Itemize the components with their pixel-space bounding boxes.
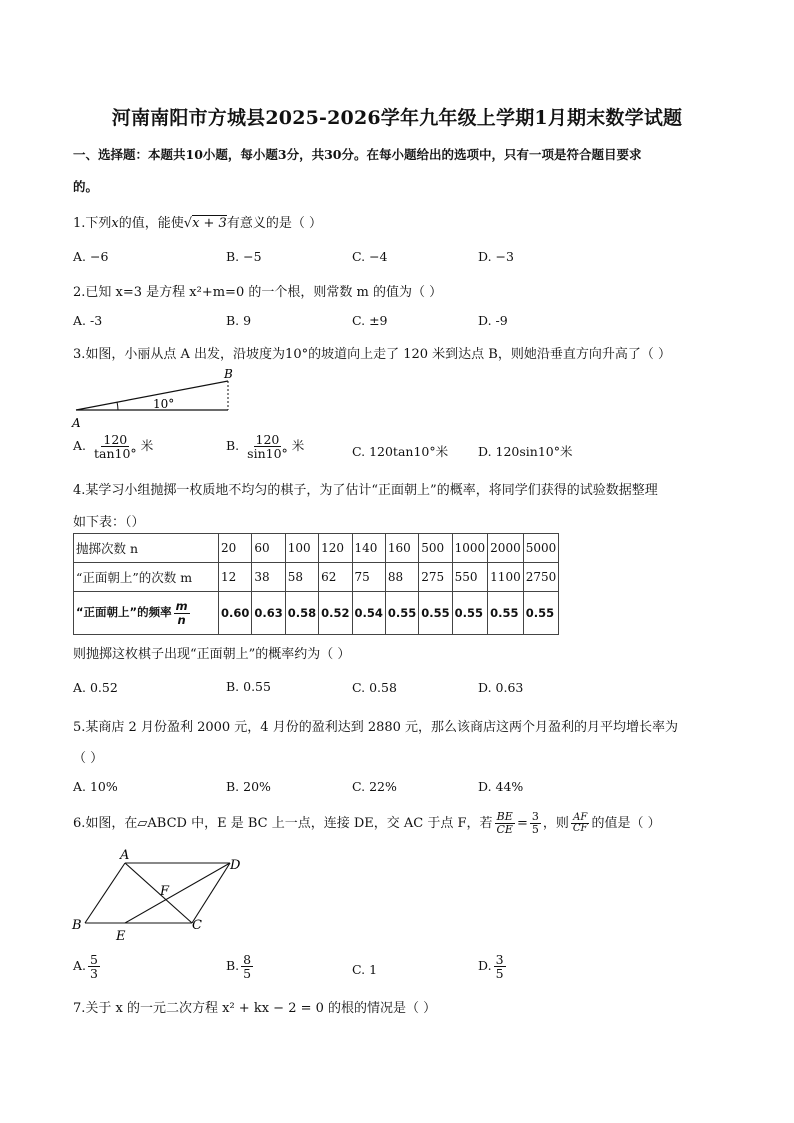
- table-cell: 12: [219, 563, 252, 592]
- table-cell: 0.60: [219, 592, 252, 635]
- table-cell: 0.55: [385, 592, 418, 635]
- question-7: 7.关于 x 的一元二次方程 x² + kx − 2 = 0 的根的情况是（ ）: [73, 1001, 437, 1016]
- table-row-freqs: [74, 592, 559, 635]
- table-cell: 0.63: [252, 592, 285, 635]
- table-cell: 38: [252, 563, 285, 592]
- page-title: 河南南阳市方城县2025-2026学年九年级上学期1月期末数学试题: [111, 107, 683, 129]
- q2-option-b[interactable]: B. 9: [226, 313, 252, 328]
- label-a: A: [72, 416, 81, 430]
- q4-option-b[interactable]: B. 0.55: [226, 679, 271, 694]
- vertex-c: C: [192, 918, 202, 933]
- table-cell: 2750: [523, 563, 559, 592]
- q5-option-a[interactable]: A. 10%: [73, 779, 118, 794]
- table-cell: 0.55: [488, 592, 524, 635]
- row-label: “正面朝上”的频率 $\frac{m}{n}$: [74, 592, 219, 635]
- table-cell: 1100: [488, 563, 524, 592]
- point-e: E: [116, 929, 126, 944]
- table-cell: 0.58: [285, 592, 318, 635]
- question-5: 5.某商店 2 月份盈利 2000 元，4 月份的盈利达到 2880 元，那么该商店这两个月盈利的月平均增长率为: [73, 720, 679, 735]
- q4-option-c[interactable]: C. 0.58: [352, 680, 397, 695]
- section-heading: 一、选择题：本题共10小题，每小题3分，共30分。在每小题给出的选项中，只有一项是符合题目要求: [73, 147, 642, 162]
- parallelogram-figure: [70, 847, 250, 942]
- table-cell: 58: [285, 563, 318, 592]
- table-row-counts: [74, 534, 559, 563]
- table-cell: 0.52: [319, 592, 352, 635]
- q6-option-a[interactable]: A. $\frac{5}{3}$: [73, 952, 98, 982]
- vertex-b: B: [72, 918, 82, 933]
- table-cell: 140: [352, 534, 385, 563]
- slope-figure: [70, 365, 240, 430]
- question-2: 2.已知 x=3 是方程 x²+m=0 的一个根，则常数 m 的值为（ ）: [73, 285, 443, 300]
- question-4: 4.某学习小组抛掷一枚质地不均匀的棋子，为了估计“正面朝上”的概率，将同学们获得的试验数据整理: [73, 483, 658, 498]
- table-cell: 60: [252, 534, 285, 563]
- table-cell: 0.54: [352, 592, 385, 635]
- table-cell: 550: [452, 563, 488, 592]
- q5-option-c[interactable]: C. 22%: [352, 779, 397, 794]
- q4-option-d[interactable]: D. 0.63: [478, 680, 524, 695]
- table-cell: 5000: [523, 534, 559, 563]
- sqrt-symbol: √: [183, 216, 193, 231]
- q2-option-a[interactable]: A. -3: [73, 313, 103, 328]
- q6-option-d[interactable]: D. $\frac{3}{5}$: [478, 952, 504, 982]
- question-4-prompt: 则抛掷这枚棋子出现“正面朝上”的概率约为（ ）: [73, 647, 351, 662]
- q1-option-c[interactable]: C. −4: [352, 249, 388, 264]
- table-cell: 160: [385, 534, 418, 563]
- q1-option-d[interactable]: D. −3: [478, 249, 514, 264]
- q1-option-a[interactable]: A. −6: [73, 249, 109, 264]
- angle-label: 10°: [153, 397, 175, 411]
- table-cell: 0.55: [419, 592, 452, 635]
- point-f: F: [160, 884, 170, 899]
- row-label: “正面朝上”的次数 m: [74, 563, 219, 592]
- table-row-heads: [74, 563, 559, 592]
- question-1: 1.下列x的值，能使√x + 3有意义的是（ ）: [73, 216, 322, 231]
- table-cell: 0.55: [452, 592, 488, 635]
- q2-option-d[interactable]: D. -9: [478, 313, 508, 328]
- q3-option-c[interactable]: C. 120tan10°米: [352, 444, 449, 459]
- question-3: 3.如图，小丽从点 A 出发，沿坡度为10°的坡道向上走了 120 米到达点 B，则她沿垂直方向升高了（ ）: [73, 347, 671, 362]
- table-cell: 75: [352, 563, 385, 592]
- section-heading-cont: 的。: [73, 179, 99, 194]
- table-cell: 0.55: [523, 592, 559, 635]
- table-cell: 1000: [452, 534, 488, 563]
- label-b: B: [224, 367, 233, 381]
- question-6: 6.如图，在▱ABCD 中，E 是 BC 上一点，连接 DE，交 AC 于点 F，若 $\frac{BE}{CE}$ = $\frac{3}{5}$ ，则 $\frac{AF}{CF}$ 的值是（ ）: [73, 810, 661, 836]
- q5-option-b[interactable]: B. 20%: [226, 779, 271, 794]
- q3-option-b[interactable]: B. $\frac{120}{\sin 10^\circ}$ 米: [226, 432, 305, 462]
- q6-option-c[interactable]: C. 1: [352, 962, 378, 977]
- table-cell: 275: [419, 563, 452, 592]
- table-cell: 120: [319, 534, 352, 563]
- table-cell: 500: [419, 534, 452, 563]
- q1-option-b[interactable]: B. −5: [226, 249, 262, 264]
- q5-option-d[interactable]: D. 44%: [478, 779, 524, 794]
- table-cell: 20: [219, 534, 252, 563]
- table-cell: 2000: [488, 534, 524, 563]
- q3-option-a[interactable]: A. $\frac{120}{\tan 10^\circ}$ 米: [73, 432, 154, 462]
- row-label: 抛掷次数 n: [74, 534, 219, 563]
- vertex-a: A: [120, 848, 130, 863]
- question-5-cont: （ ）: [73, 751, 104, 766]
- q3-option-d[interactable]: D. 120sin10°米: [478, 444, 573, 459]
- q4-option-a[interactable]: A. 0.52: [73, 680, 118, 695]
- table-cell: 88: [385, 563, 418, 592]
- q6-option-b[interactable]: B. $\frac{8}{5}$: [226, 952, 252, 982]
- question-4-cont: 如下表：（）: [73, 515, 145, 530]
- vertex-d: D: [230, 858, 241, 873]
- table-cell: 62: [319, 563, 352, 592]
- q2-option-c[interactable]: C. ±9: [352, 313, 388, 328]
- table-cell: 100: [285, 534, 318, 563]
- frequency-table: [73, 533, 559, 635]
